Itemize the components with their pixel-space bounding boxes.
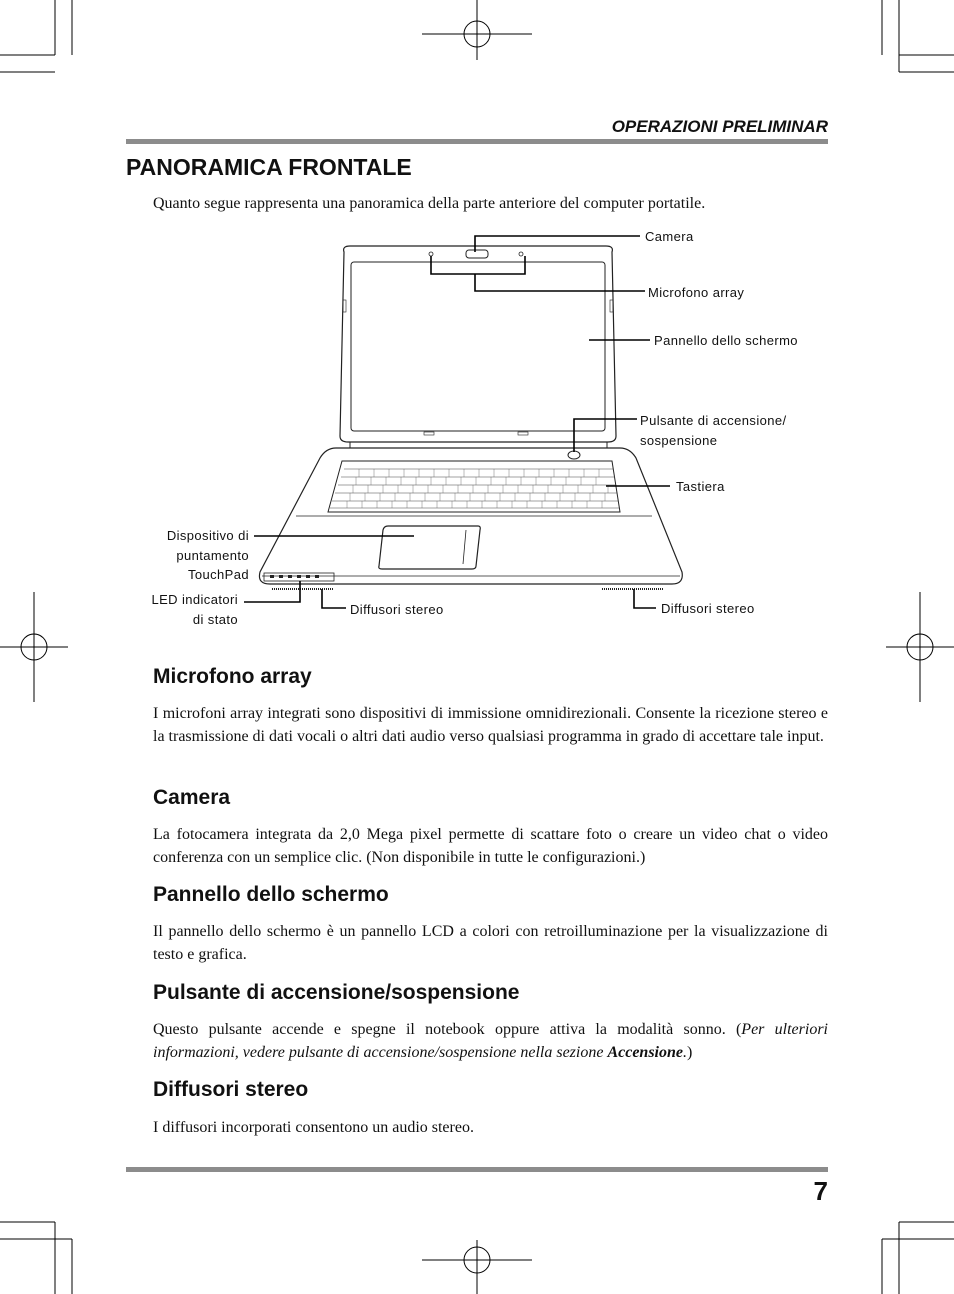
callout-keyboard: Tastiera xyxy=(676,479,725,494)
page-number: 7 xyxy=(813,1176,828,1206)
callout-led-line2: di stato xyxy=(192,611,238,627)
callout-touchpad-line1: Dispositivo di xyxy=(166,528,249,543)
power-body-bold-italic: Accensione xyxy=(607,1044,683,1061)
section-heading-screen: Pannello dello schermo xyxy=(153,883,389,906)
page-title: PANORAMICA FRONTALE xyxy=(126,154,412,180)
callout-camera: Camera xyxy=(645,229,694,244)
callout-speakers-right: Diffusori stereo xyxy=(661,601,755,616)
callout-microphone: Microfono array xyxy=(648,285,745,300)
power-body-suffix: ) xyxy=(686,1044,693,1061)
callout-led-line1: LED indicatori xyxy=(151,592,238,607)
power-body-italic: Per ulteriori informazioni, vedere pulsante di accensione/sospensione nella sezione xyxy=(153,1021,828,1061)
callout-power xyxy=(640,411,787,450)
section-heading-speakers: Diffusori stereo xyxy=(153,1078,309,1101)
section-heading-power: Pulsante di accensione/sospensione xyxy=(153,981,520,1004)
section-body-microphone: I microfoni array integrati sono dispositivi di immissione omnidirezionali. Consente la ricezione stereo e la trasmissione di dati vocali o altri dati audio verso qualsiasi programma in grado di accettare tale input. xyxy=(153,705,828,745)
section-body-power xyxy=(153,1018,828,1064)
section-body-screen: Il pannello dello schermo è un pannello LCD a colori con retroilluminazione per la visualizzazione di testo e grafica. xyxy=(153,923,828,963)
section-heading-microphone: Microfono array xyxy=(153,665,312,688)
callout-speakers-left: Diffusori stereo xyxy=(350,602,444,617)
callout-power-line1: Pulsante di accensione/ xyxy=(640,413,787,428)
callout-power-line2: sospensione xyxy=(640,432,718,448)
section-body-speakers: I diffusori incorporati consentono un audio stereo. xyxy=(153,1119,474,1136)
callout-touchpad-line3: TouchPad xyxy=(187,567,249,582)
section-body-camera: La fotocamera integrata da 2,0 Mega pixel permette di scattare foto o creare un video chat o video conferenza con un semplice clic. (Non disponibile in tutte le configurazioni.) xyxy=(153,826,828,866)
callout-touchpad xyxy=(120,526,249,585)
power-body-prefix: Questo pulsante accende e spegne il notebook oppure attiva la modalità sonno. ( xyxy=(153,1021,742,1038)
footer-rule xyxy=(126,1167,828,1172)
intro-paragraph: Quanto segue rappresenta una panoramica della parte anteriore del computer portatile. xyxy=(153,195,706,212)
section-heading-camera: Camera xyxy=(153,786,231,809)
callout-screen: Pannello dello schermo xyxy=(654,333,798,348)
callout-led xyxy=(110,590,238,629)
running-header: OPERAZIONI PRELIMINAR xyxy=(611,117,828,136)
power-body-suffix-italic: . xyxy=(682,1044,687,1061)
callout-touchpad-line2: puntamento xyxy=(176,547,249,563)
